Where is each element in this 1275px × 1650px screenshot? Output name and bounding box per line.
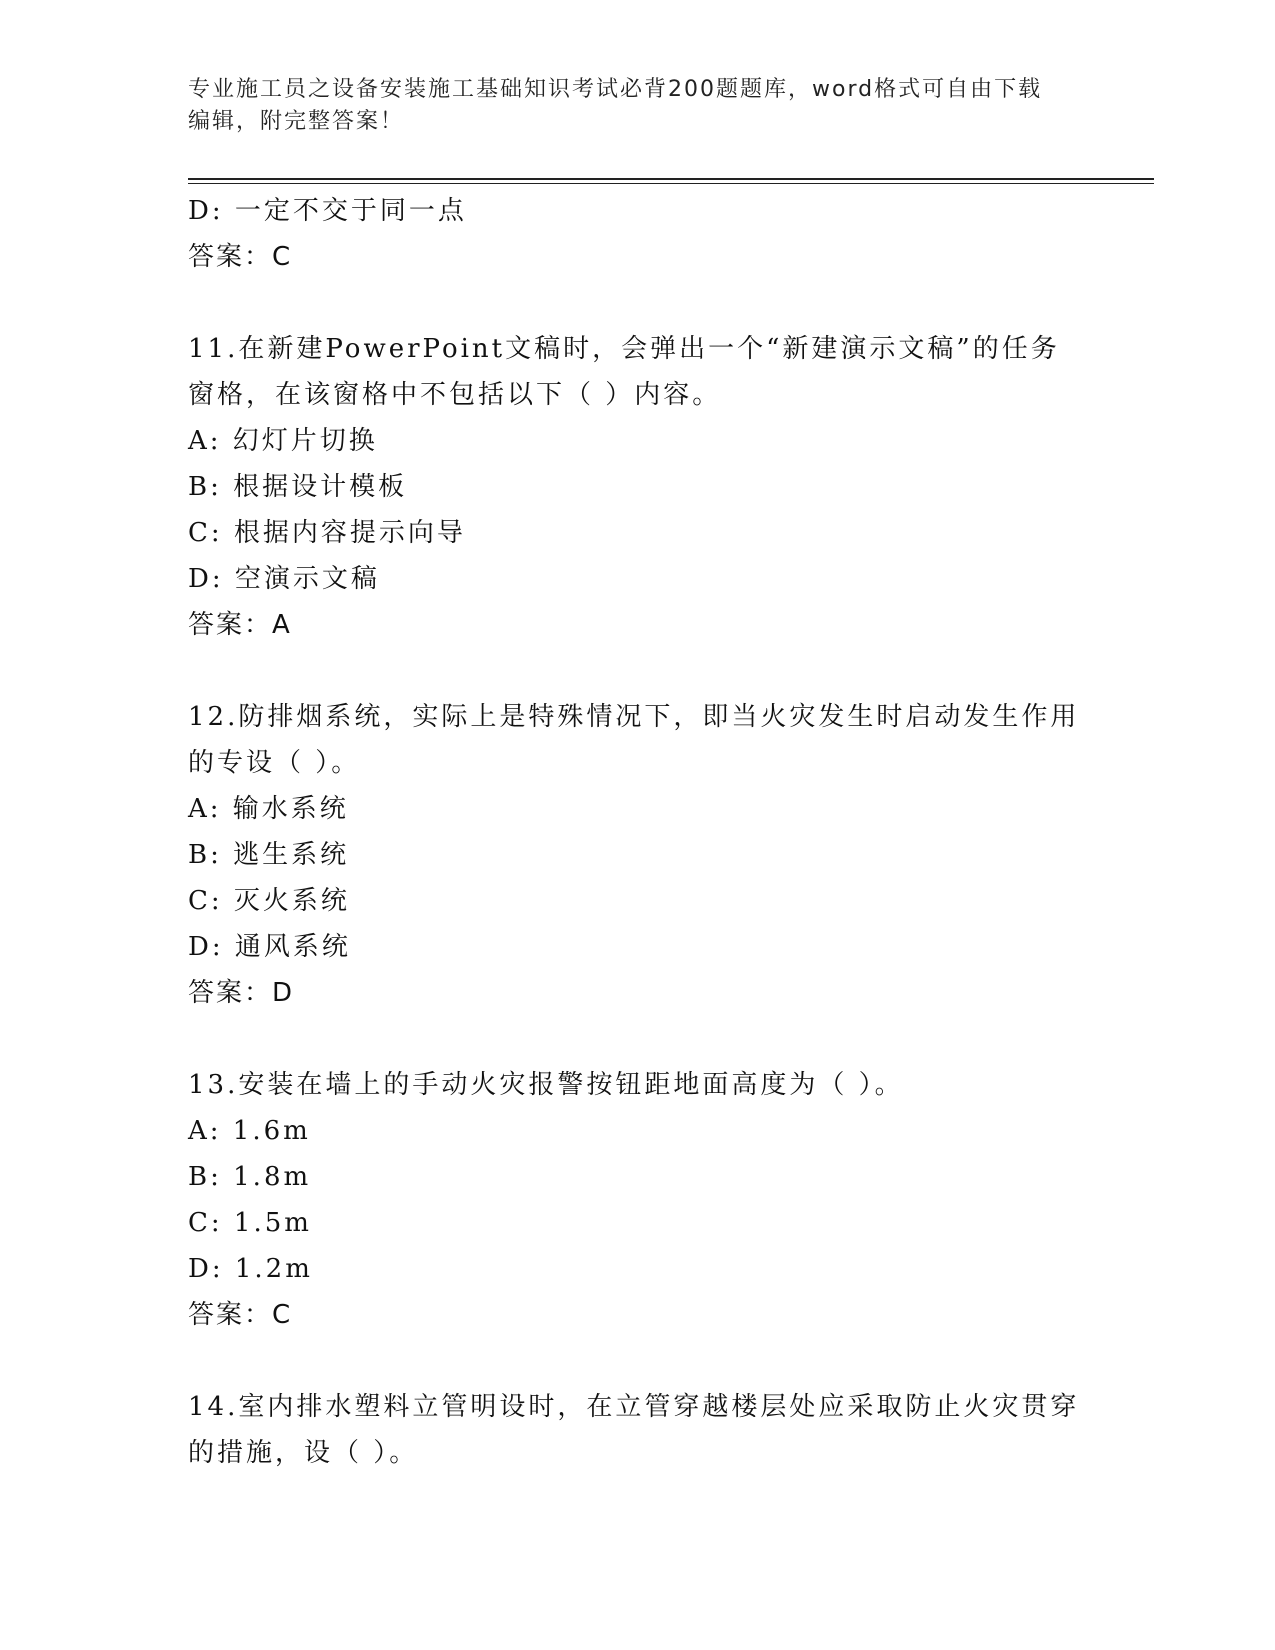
document-header — [188, 74, 1088, 138]
question-14 — [188, 1384, 1088, 1476]
question-12 — [188, 694, 1088, 1016]
header-divider-thin — [188, 183, 1154, 184]
option-c: C: 根据内容提示向导 — [188, 518, 466, 548]
option-b: B: 根据设计模板 — [188, 472, 408, 502]
question-text-line-2: 的专设（ ）。 — [188, 748, 361, 778]
spacer — [188, 1338, 1088, 1384]
answer-line: 答案：D — [188, 978, 295, 1008]
question-text-line-1: 12.防排烟系统，实际上是特殊情况下，即当火灾发生时启动发生作用 — [188, 702, 1080, 732]
question-text-line-1: 13.安装在墙上的手动火灾报警按钮距地面高度为（ ）。 — [188, 1070, 904, 1100]
option-a: A: 幻灯片切换 — [188, 426, 378, 456]
option-b: B: 1.8m — [188, 1162, 312, 1192]
document-body — [188, 188, 1088, 1476]
spacer — [188, 648, 1088, 694]
option-c: C: 灭火系统 — [188, 886, 350, 916]
option-d: D: 空演示文稿 — [188, 564, 380, 594]
answer-line: 答案：A — [188, 610, 292, 640]
option-a: A: 1.6m — [188, 1116, 311, 1146]
answer-line: 答案：C — [188, 242, 293, 272]
answer-line: 答案：C — [188, 1300, 293, 1330]
option-d: D: 一定不交于同一点 — [188, 196, 467, 226]
option-a: A: 输水系统 — [188, 794, 349, 824]
option-d: D: 通风系统 — [188, 932, 351, 962]
spacer — [188, 280, 1088, 326]
question-text-line-1: 14.室内排水塑料立管明设时，在立管穿越楼层处应采取防止火灾贯穿 — [188, 1392, 1080, 1422]
header-title-line-1: 专业施工员之设备安装施工基础知识考试必背200题题库，word格式可自由下载 — [188, 77, 1043, 102]
option-d: D: 1.2m — [188, 1254, 313, 1284]
question-text-line-1: 11.在新建PowerPoint文稿时，会弹出一个“新建演示文稿”的任务 — [188, 334, 1060, 364]
option-b: B: 逃生系统 — [188, 840, 350, 870]
question-text-line-2: 的措施，设（ ）。 — [188, 1438, 419, 1468]
question-text-line-2: 窗格，在该窗格中不包括以下（ ）内容。 — [188, 380, 722, 410]
question-10-tail — [188, 188, 1088, 280]
question-11 — [188, 326, 1088, 648]
option-c: C: 1.5m — [188, 1208, 312, 1238]
question-13 — [188, 1062, 1088, 1338]
header-title-line-2: 编辑，附完整答案！ — [188, 109, 405, 134]
header-divider-thick — [188, 178, 1154, 180]
spacer — [188, 1016, 1088, 1062]
